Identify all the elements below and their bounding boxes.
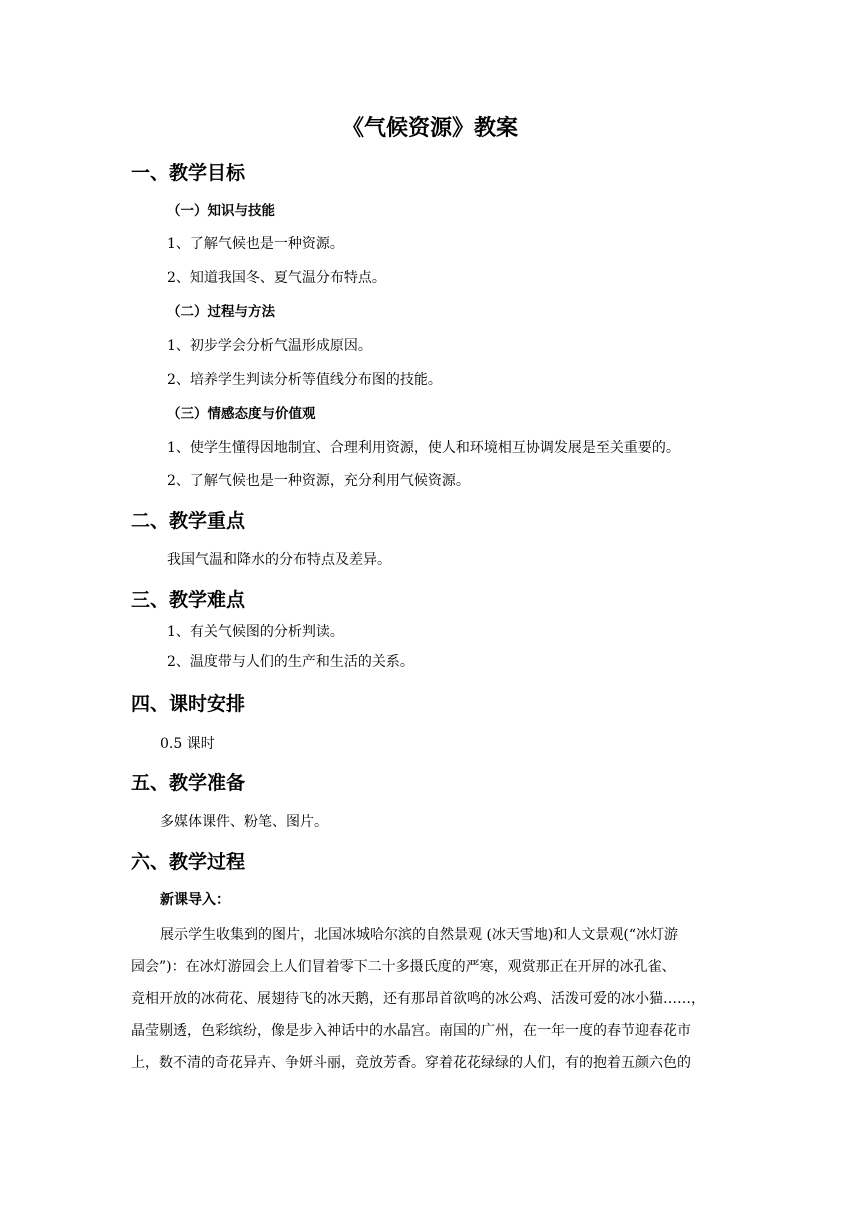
paragraph-line: 园会”)：在冰灯游园会上人们冒着零下二十多摄氏度的严寒，观赏那正在开屏的冰孔雀、 xyxy=(131,959,676,975)
list-item: 1、有关气候图的分析判读。 xyxy=(167,624,344,640)
list-item: 2、温度带与人们的生产和生活的关系。 xyxy=(167,654,414,670)
subsection-heading-attitudes-values: （三）情感态度与价值观 xyxy=(167,406,316,422)
list-item: 多媒体课件、粉笔、图片。 xyxy=(160,814,328,830)
section-heading-class-hours: 四、课时安排 xyxy=(131,693,246,715)
document-title: 《气候资源》教案 xyxy=(341,115,518,141)
subsection-heading-knowledge-skills: （一）知识与技能 xyxy=(167,203,275,219)
list-item: 1、了解气候也是一种资源。 xyxy=(167,236,344,252)
section-heading-difficulties: 三、教学难点 xyxy=(131,589,246,611)
paragraph-line: 上，数不清的奇花异卉、争妍斗丽，竞放芳香。穿着花花绿绿的人们，有的抱着五颜六色的 xyxy=(131,1055,691,1071)
paragraph-line: 竞相开放的冰荷花、展翅待飞的冰天鹅，还有那昂首欲鸣的冰公鸡、活泼可爱的冰小猫……， xyxy=(131,991,705,1007)
section-heading-key-points: 二、教学重点 xyxy=(131,510,246,532)
list-item: 1、使学生懂得因地制宜、合理利用资源，使人和环境相互协调发展是至关重要的。 xyxy=(167,440,680,456)
list-item: 2、培养学生判读分析等值线分布图的技能。 xyxy=(167,372,442,388)
section-heading-teaching-process: 六、教学过程 xyxy=(131,851,246,873)
list-item: 2、了解气候也是一种资源，充分利用气候资源。 xyxy=(167,473,470,489)
section-heading-preparation: 五、教学准备 xyxy=(131,772,246,794)
list-item: 我国气温和降水的分布特点及差异。 xyxy=(167,552,391,568)
paragraph-line: 晶莹剔透，色彩缤纷，像是步入神话中的水晶宫。南国的广州，在一年一度的春节迎春花市 xyxy=(131,1023,691,1039)
paragraph-line: 展示学生收集到的图片，北国冰城哈尔滨的自然景观 (冰天雪地)和人文景观(“冰灯游 xyxy=(160,927,678,943)
list-item: 0.5 课时 xyxy=(160,736,215,752)
subsection-heading-process-methods: （二）过程与方法 xyxy=(167,304,275,320)
subsection-heading-introduction: 新课导入： xyxy=(160,892,230,908)
list-item: 1、初步学会分析气温形成原因。 xyxy=(167,338,372,354)
list-item: 2、知道我国冬、夏气温分布特点。 xyxy=(167,270,386,286)
section-heading-teaching-objectives: 一、教学目标 xyxy=(131,162,246,184)
